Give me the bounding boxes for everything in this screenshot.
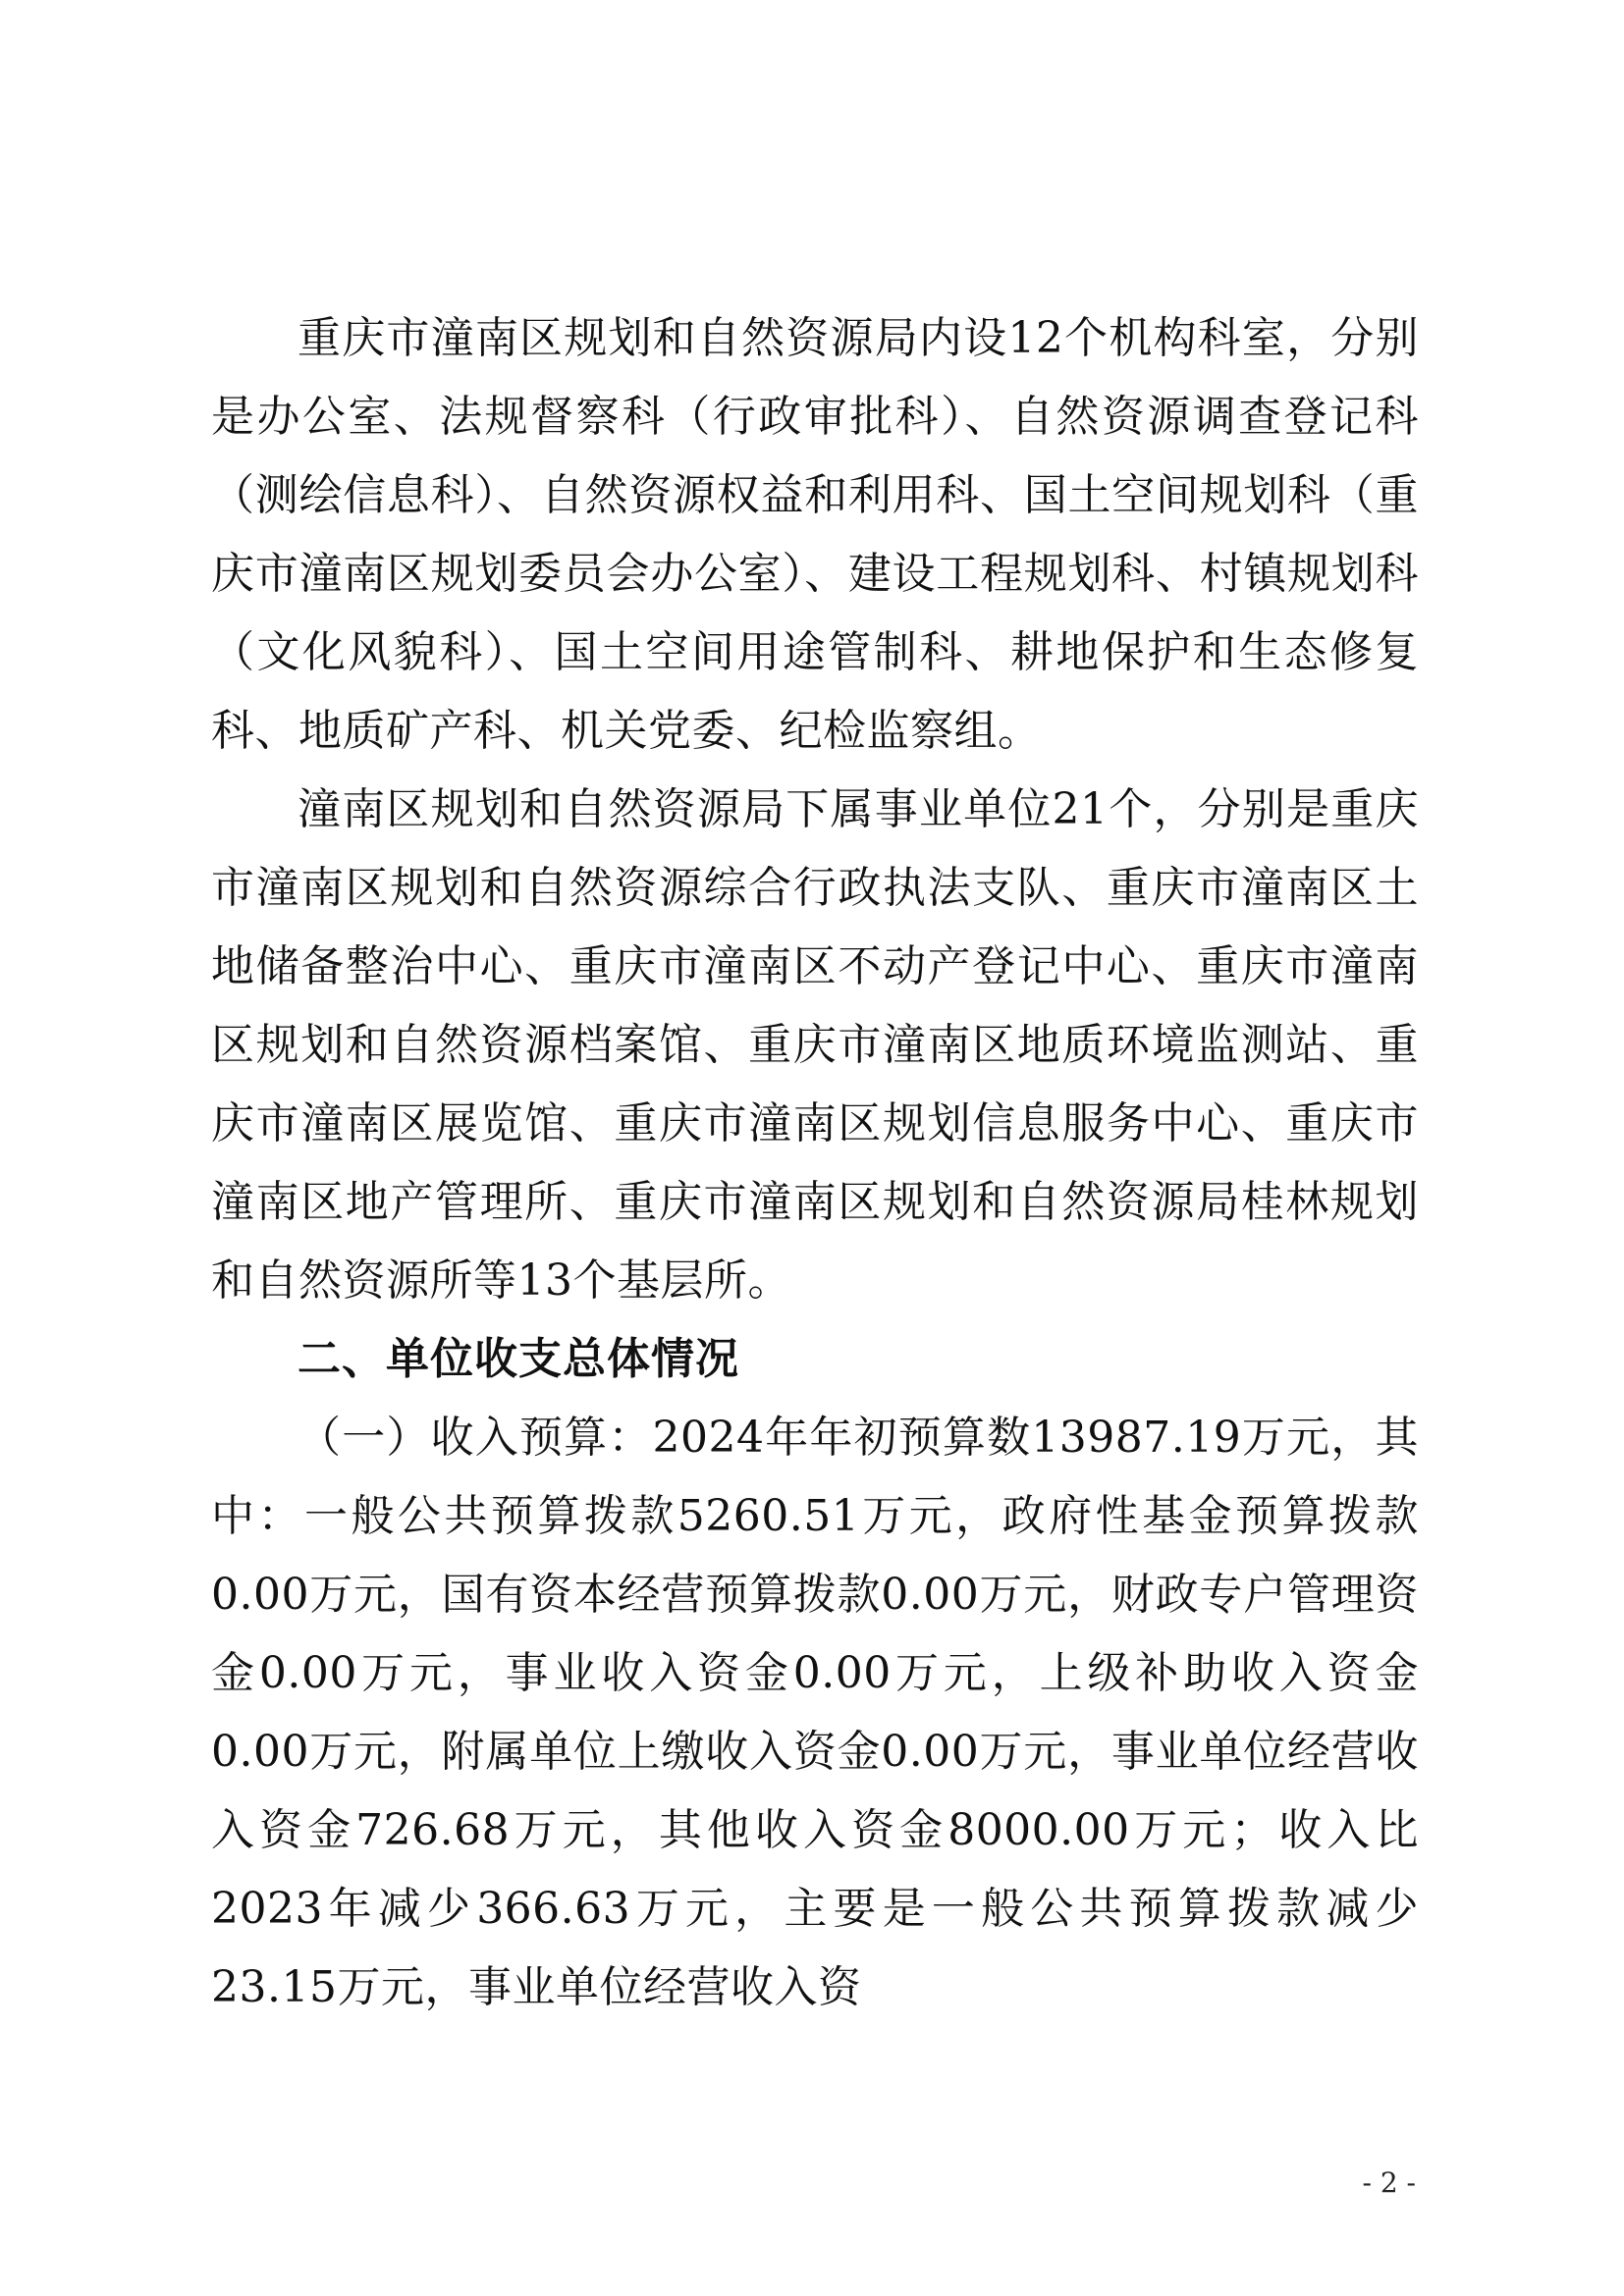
paragraph-income-budget: （一）收入预算：2024年年初预算数13987.19万元，其中：一般公共预算拨款5260.51万元，政府性基金预算拨款0.00万元，国有资本经营预算拨款0.00万元，财政专户管理资金0.00万元，事业收入资金0.00万元，上级补助收入资金0.00万元，附属单位上缴收入资金0.00万元，事业单位经营收入资金726.68万元，其他收入资金8000.00万元；收入比2023年减少366.63万元，主要是一般公共预算拨款减少23.15万元，事业单位经营收入资 <box>211 1413 1419 2012</box>
document-body <box>211 299 1419 2027</box>
paragraph-internal-departments: 重庆市潼南区规划和自然资源局内设12个机构科室，分别是办公室、法规督察科（行政审批科）、自然资源调查登记科（测绘信息科）、自然资源权益和利用科、国土空间规划科（重庆市潼南区规划委员会办公室）、建设工程规划科、村镇规划科（文化风貌科）、国土空间用途管制科、耕地保护和生态修复科、地质矿产科、机关党委、纪检监察组。 <box>211 313 1419 756</box>
section-heading: 二、单位收支总体情况 <box>298 1334 739 1384</box>
paragraph-subordinate-units: 潼南区规划和自然资源局下属事业单位21个，分别是重庆市潼南区规划和自然资源综合行政执法支队、重庆市潼南区土地储备整治中心、重庆市潼南区不动产登记中心、重庆市潼南区规划和自然资源档案馆、重庆市潼南区地质环境监测站、重庆市潼南区展览馆、重庆市潼南区规划信息服务中心、重庆市潼南区地产管理所、重庆市潼南区规划和自然资源局桂林规划和自然资源所等13个基层所。 <box>211 784 1419 1306</box>
page-number: - 2 - <box>1362 2166 1416 2199</box>
